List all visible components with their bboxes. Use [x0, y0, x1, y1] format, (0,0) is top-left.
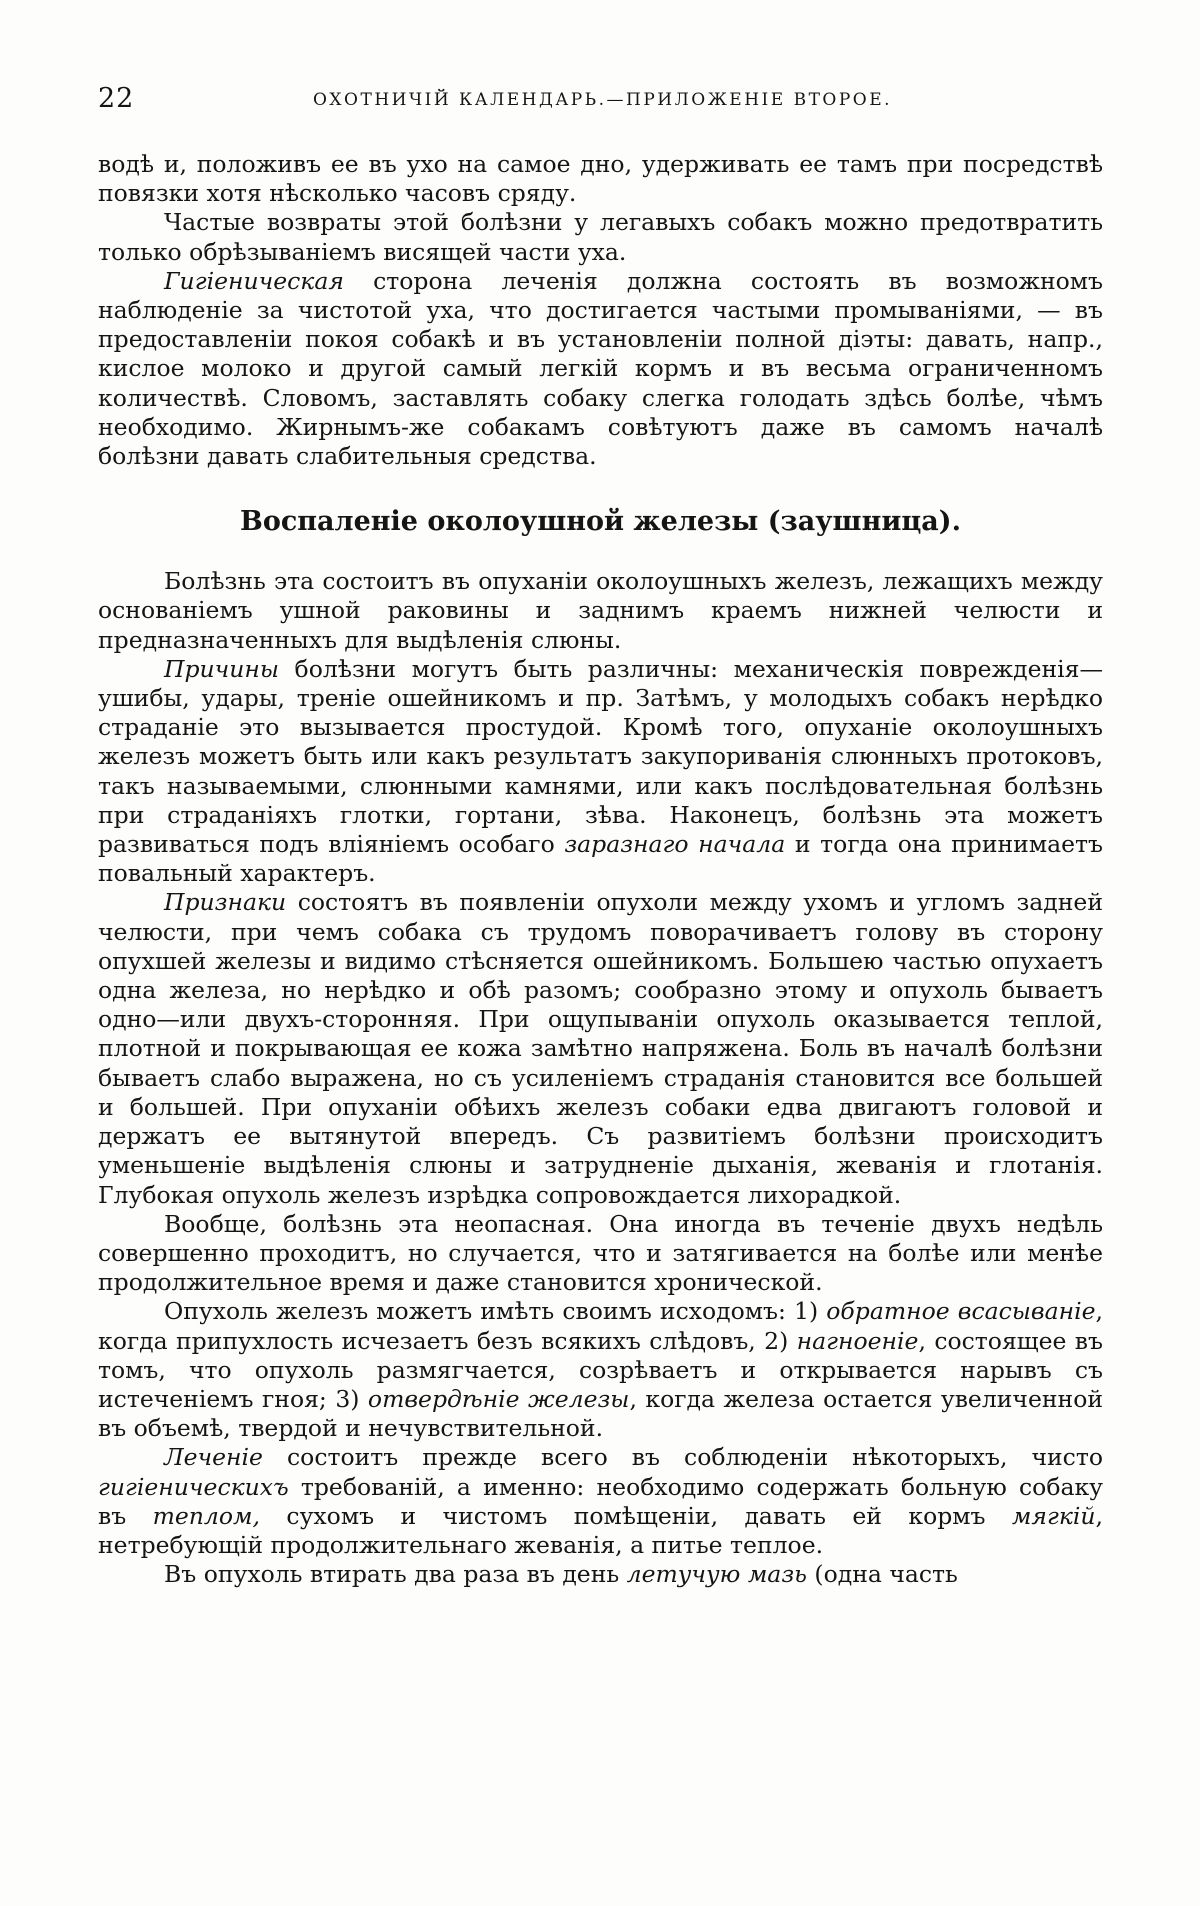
section-heading: Воспаленіе околоушной железы (заушница).	[240, 506, 961, 538]
body-text	[98, 150, 1103, 1589]
paragraph: Вообще, болѣзнь эта неопасная. Она иногда въ теченіе двухъ недѣль совершенно проходитъ, но случается, что и затягивается на болѣе или менѣе продолжительное время и даже становится хронической.	[98, 1209, 1103, 1297]
italic-term: обратное всасываніе	[826, 1297, 1096, 1326]
page-header	[98, 83, 1103, 123]
italic-term: Гигіеническая	[164, 266, 344, 295]
paragraph: Признаки состоятъ въ появленіи опухоли между ухомъ и угломъ задней челюсти, при чемъ собака съ трудомъ поворачиваетъ голову въ сторону опухшей железы и видимо стѣсняется ошейникомъ. Большею частью опухаетъ одна железа, но нерѣдко и обѣ разомъ; сообразно этому и опухоль бываетъ одно—или двухъ-сторонняя. При ощупываніи опухоль оказывается теплой, плотной и покрывающая ее кожа замѣтно напряжена. Боль въ началѣ болѣзни бываетъ слабо выражена, но съ усиленіемъ страданія становится все большей и большей. При опуханіи обѣихъ железъ собаки едва двигаютъ головой и держатъ ее вытянутой впередъ. Съ развитіемъ болѣзни происходитъ уменьшеніе выдѣленія слюны и затрудненіе дыханія, жеванія и глотанія. Глубокая опухоль железъ изрѣдка сопровождается лихорадкой.	[98, 888, 1103, 1209]
italic-term: теплом,	[152, 1501, 261, 1530]
paragraph: Болѣзнь эта состоитъ въ опуханіи околоушныхъ железъ, лежащихъ между основаніемъ ушной раковины и заднимъ краемъ нижней челюсти и предназначенныхъ для выдѣленія слюны.	[98, 567, 1103, 654]
paragraph: водѣ и, положивъ ее въ ухо на самое дно, удерживать ее тамъ при посредствѣ повязки хотя нѣсколько часовъ сряду.	[98, 150, 1103, 208]
italic-term: Признаки	[164, 888, 287, 917]
italic-term: Причины	[164, 654, 280, 683]
italic-term: Леченіе	[164, 1443, 263, 1472]
italic-term: заразнаго начала	[564, 830, 786, 859]
italic-term: нагноеніе	[796, 1326, 919, 1355]
paragraph: Опухоль железъ можетъ имѣть своимъ исходомъ: 1) обратное всасываніе, когда припухлость исчезаетъ безъ всякихъ слѣдовъ, 2) нагноеніе, состоящее въ томъ, что опухоль размягчается, созрѣваетъ и открывается нарывъ съ истеченіемъ гноя; 3) отвердѣніе железы, когда железа остается увеличенной въ объемѣ, твердой и нечувствительной.	[98, 1297, 1104, 1443]
paragraph: Въ опухоль втирать два раза въ день летучую мазь (одна часть	[164, 1560, 958, 1589]
running-head: ОХОТНИЧІЙ КАЛЕНДАРЬ.—ПРИЛОЖЕНІЕ ВТОРОЕ.	[313, 90, 893, 110]
paragraph: Частые возвраты этой болѣзни у легавыхъ собакъ можно предотвратить только обрѣзываніемъ висящей части уха.	[98, 208, 1103, 266]
paragraph: Причины болѣзни могутъ быть различны: механическія поврежденія—ушибы, удары, треніе ошейникомъ и пр. Затѣмъ, у молодыхъ собакъ нерѣдко страданіе это вызывается простудой. Кромѣ того, опуханіе околоушныхъ железъ можетъ быть или какъ результатъ закупориванія слюнныхъ протоковъ, такъ называемыми, слюнными камнями, или какъ послѣдовательная болѣзнь при страданіяхъ глотки, гортани, зѣва. Наконецъ, болѣзнь эта можетъ развиваться подъ вліяніемъ особаго заразнаго начала и тогда она принимаетъ повальный характеръ.	[98, 654, 1103, 888]
italic-term: отвердѣніе железы	[367, 1384, 630, 1413]
italic-term: мягкій	[1011, 1501, 1096, 1530]
paragraph: Гигіеническая сторона леченія должна состоять въ возможномъ наблюденіе за чистотой уха, что достигается частыми промываніями, — въ предоставленіи покоя собакѣ и въ установленіи полной діэты: давать, напр., кислое молоко и другой самый легкій кормъ и въ весьма ограниченномъ количествѣ. Словомъ, заставлять собаку слегка голодать здѣсь болѣе, чѣмъ необходимо. Жирнымъ-же собакамъ совѣтуютъ даже въ самомъ началѣ болѣзни давать слабительныя средства.	[98, 266, 1103, 471]
italic-term: летучую мазь	[626, 1560, 807, 1589]
page-number: 22	[98, 83, 135, 114]
paragraph: Леченіе состоитъ прежде всего въ соблюденіи нѣкоторыхъ, чисто гигіеническихъ требованій, а именно: необходимо содержать больную собаку въ теплом, сухомъ и чистомъ помѣщеніи, давать ей кормъ мягкій, нетребующій продолжительнаго жеванія, а питье теплое.	[98, 1443, 1103, 1559]
italic-term: гигіеническихъ	[98, 1472, 289, 1501]
